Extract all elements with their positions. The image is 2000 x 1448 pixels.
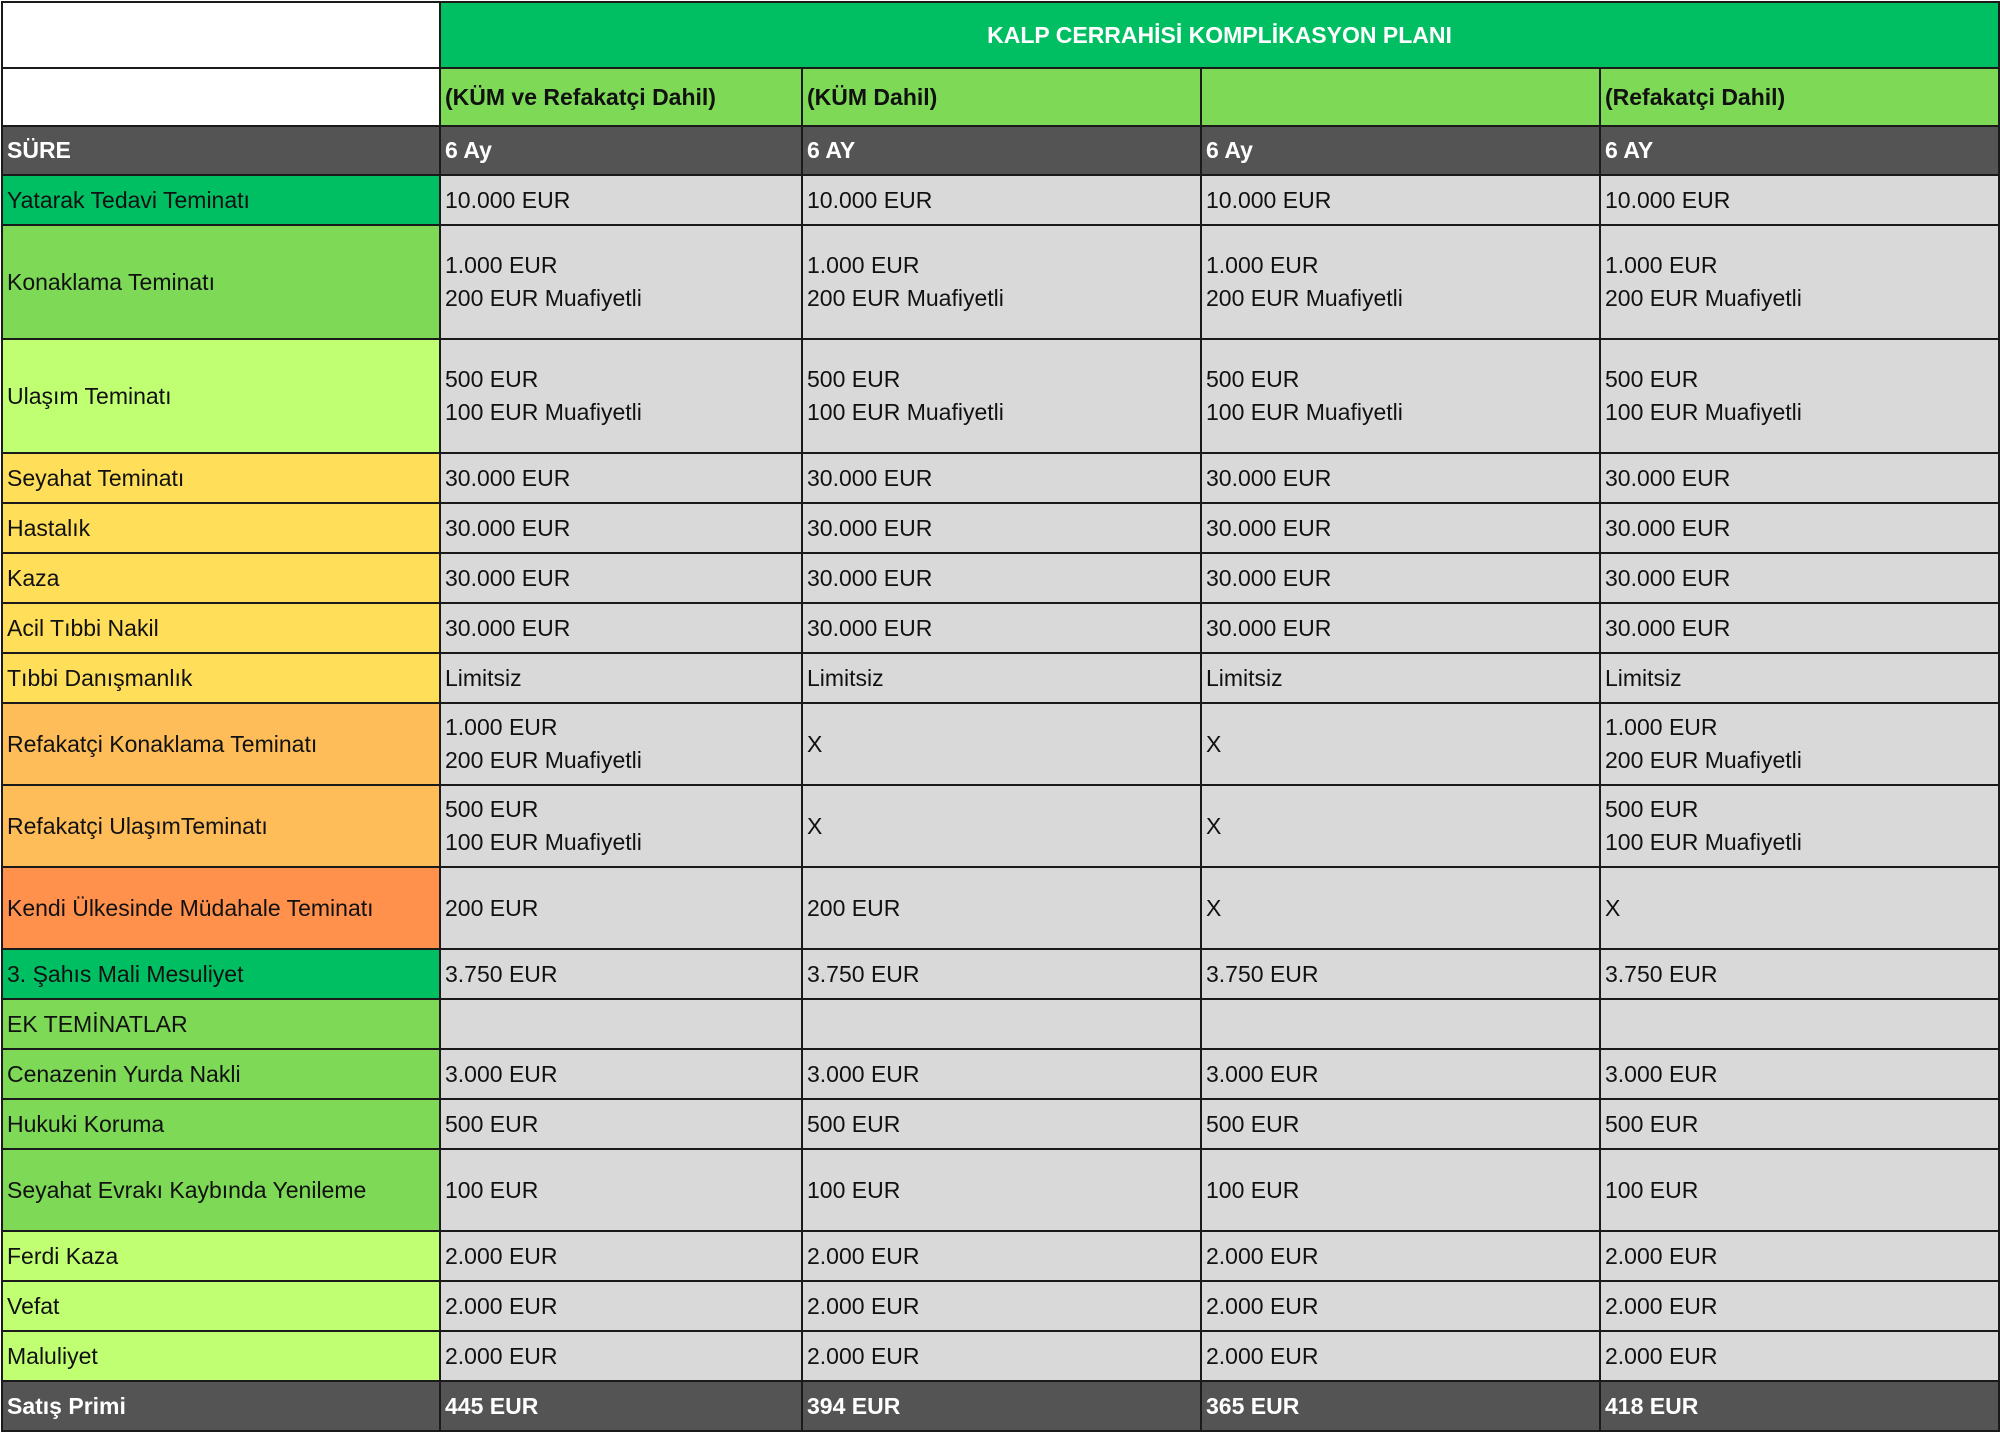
coverage-value-cell [1600, 175, 1999, 225]
coverage-value: 500 EUR [1206, 366, 1300, 392]
coverage-row [2, 503, 1999, 553]
coverage-value: 2.000 EUR [445, 1292, 558, 1319]
coverage-value-cell [1201, 1149, 1600, 1231]
coverage-value-cell [440, 553, 802, 603]
coverage-value-cell [802, 1281, 1201, 1331]
coverage-value: X [807, 730, 823, 757]
sub-header-cell: (KÜM ve Refakatçi Dahil) [440, 68, 802, 126]
coverage-label: Ulaşım Teminatı [2, 339, 440, 453]
coverage-label: Refakatçi Konaklama Teminatı [2, 703, 440, 785]
coverage-value: 30.000 EUR [807, 564, 933, 591]
coverage-value: 30.000 EUR [445, 564, 571, 591]
coverage-row [2, 949, 1999, 999]
coverage-value: 100 EUR Muafiyetli [1206, 399, 1403, 425]
coverage-row [2, 703, 1999, 785]
sub-header-cell [1201, 68, 1600, 126]
coverage-value-cell [440, 1281, 802, 1331]
coverage-row [2, 1231, 1999, 1281]
coverage-value-cell [440, 949, 802, 999]
coverage-value-cell [440, 1331, 802, 1381]
coverage-value-cell [802, 785, 1201, 867]
coverage-value: 500 EUR [445, 1110, 539, 1137]
duration-row [2, 126, 1999, 175]
coverage-value: 3.750 EUR [445, 960, 558, 987]
coverage-value: 500 EUR [807, 1110, 901, 1137]
coverage-value: 500 EUR [1605, 796, 1699, 822]
coverage-label: Refakatçi UlaşımTeminatı [2, 785, 440, 867]
coverage-value: 100 EUR [1605, 1176, 1699, 1203]
coverage-value-cell [440, 175, 802, 225]
coverage-value-cell [802, 703, 1201, 785]
title-row [2, 2, 1999, 68]
coverage-label: Ferdi Kaza [2, 1231, 440, 1281]
coverage-row [2, 867, 1999, 949]
coverage-label: Hastalık [2, 503, 440, 553]
coverage-value-cell [440, 1099, 802, 1149]
coverage-value: 30.000 EUR [807, 514, 933, 541]
coverage-value: 100 EUR Muafiyetli [1605, 829, 1802, 855]
coverage-row [2, 553, 1999, 603]
premium-value: 418 EUR [1600, 1381, 1999, 1431]
coverage-label: Seyahat Evrakı Kaybında Yenileme [2, 1149, 440, 1231]
coverage-value: X [1206, 812, 1222, 839]
coverage-row [2, 1331, 1999, 1381]
coverage-value-cell [1201, 703, 1600, 785]
coverage-value: 2.000 EUR [807, 1292, 920, 1319]
coverage-value-cell [1600, 1281, 1999, 1331]
coverage-value: 500 EUR [445, 796, 539, 822]
coverage-value: 30.000 EUR [1206, 514, 1332, 541]
coverage-value: 10.000 EUR [445, 186, 571, 213]
coverage-value-cell [1600, 1331, 1999, 1381]
coverage-value-cell [802, 175, 1201, 225]
premium-value: 394 EUR [802, 1381, 1201, 1431]
coverage-value: 10.000 EUR [1605, 186, 1731, 213]
coverage-value-cell [1600, 225, 1999, 339]
coverage-label: Kendi Ülkesinde Müdahale Teminatı [2, 867, 440, 949]
sub-header-row [2, 68, 1999, 126]
coverage-value-cell [802, 1049, 1201, 1099]
coverage-value-cell [802, 225, 1201, 339]
coverage-value: 2.000 EUR [1206, 1292, 1319, 1319]
duration-value: 6 AY [802, 126, 1201, 175]
coverage-value: 500 EUR [1206, 1110, 1300, 1137]
coverage-label: 3. Şahıs Mali Mesuliyet [2, 949, 440, 999]
sub-header-cell: (Refakatçi Dahil) [1600, 68, 1999, 126]
coverage-value: 2.000 EUR [1605, 1342, 1718, 1369]
coverage-value-cell [1600, 785, 1999, 867]
coverage-value: 2.000 EUR [807, 1342, 920, 1369]
coverage-label: Kaza [2, 553, 440, 603]
coverage-value: 500 EUR [1605, 1110, 1699, 1137]
coverage-value: 200 EUR Muafiyetli [807, 285, 1004, 311]
coverage-value: 200 EUR [807, 894, 901, 921]
coverage-value: 30.000 EUR [807, 614, 933, 641]
coverage-value: 100 EUR [445, 1176, 539, 1203]
coverage-value: 100 EUR Muafiyetli [445, 399, 642, 425]
coverage-value-cell [1600, 653, 1999, 703]
coverage-value-cell [1600, 703, 1999, 785]
coverage-value: 3.000 EUR [1605, 1060, 1718, 1087]
corner-cell [2, 2, 440, 68]
coverage-value: 10.000 EUR [807, 186, 933, 213]
coverage-value: 1.000 EUR [1605, 252, 1718, 278]
coverage-value-cell [802, 553, 1201, 603]
premium-row [2, 1381, 1999, 1431]
coverage-value-cell [802, 999, 1201, 1049]
coverage-value: 2.000 EUR [1605, 1292, 1718, 1319]
coverage-value-cell [1600, 453, 1999, 503]
coverage-value: X [1206, 894, 1222, 921]
coverage-value: 100 EUR Muafiyetli [1605, 399, 1802, 425]
coverage-row [2, 999, 1999, 1049]
coverage-value: 200 EUR Muafiyetli [1206, 285, 1403, 311]
coverage-value: 100 EUR [807, 1176, 901, 1203]
coverage-value-cell [802, 653, 1201, 703]
coverage-label: Yatarak Tedavi Teminatı [2, 175, 440, 225]
plan-title: KALP CERRAHİSİ KOMPLİKASYON PLANI [440, 2, 1999, 68]
coverage-value: 500 EUR [445, 366, 539, 392]
coverage-value-cell [1600, 339, 1999, 453]
coverage-value: X [807, 812, 823, 839]
coverage-value: 3.750 EUR [807, 960, 920, 987]
coverage-value-cell [1600, 999, 1999, 1049]
coverage-value-cell [1201, 1231, 1600, 1281]
coverage-value-cell [802, 867, 1201, 949]
coverage-value-cell [1600, 949, 1999, 999]
coverage-label: Acil Tıbbi Nakil [2, 603, 440, 653]
coverage-row [2, 1099, 1999, 1149]
coverage-value: 30.000 EUR [1605, 564, 1731, 591]
coverage-value-cell [1201, 867, 1600, 949]
coverage-value-cell [440, 1149, 802, 1231]
coverage-value: 200 EUR [445, 894, 539, 921]
coverage-value: 3.000 EUR [807, 1060, 920, 1087]
coverage-value-cell [440, 703, 802, 785]
duration-value: 6 Ay [440, 126, 802, 175]
coverage-value-cell [1201, 999, 1600, 1049]
coverage-row [2, 175, 1999, 225]
coverage-table [1, 1, 2000, 1432]
coverage-value: 200 EUR Muafiyetli [1605, 747, 1802, 773]
coverage-value-cell [1201, 1049, 1600, 1099]
duration-value: 6 Ay [1201, 126, 1600, 175]
coverage-value: 1.000 EUR [1605, 714, 1718, 740]
coverage-value: 200 EUR Muafiyetli [445, 747, 642, 773]
coverage-row [2, 1149, 1999, 1231]
coverage-value: 1.000 EUR [807, 252, 920, 278]
coverage-value-cell [802, 1149, 1201, 1231]
coverage-value-cell [1201, 175, 1600, 225]
coverage-value: 30.000 EUR [1605, 464, 1731, 491]
coverage-value-cell [1201, 1331, 1600, 1381]
coverage-value-cell [1201, 949, 1600, 999]
coverage-value-cell [1600, 867, 1999, 949]
coverage-value-cell [1201, 503, 1600, 553]
coverage-value-cell [1600, 503, 1999, 553]
coverage-label: Cenazenin Yurda Nakli [2, 1049, 440, 1099]
coverage-value-cell [440, 653, 802, 703]
duration-label: SÜRE [2, 126, 440, 175]
coverage-value-cell [1201, 1281, 1600, 1331]
coverage-value-cell [440, 785, 802, 867]
coverage-value: 30.000 EUR [1605, 514, 1731, 541]
coverage-value-cell [802, 1099, 1201, 1149]
coverage-row [2, 1281, 1999, 1331]
coverage-value: 30.000 EUR [807, 464, 933, 491]
coverage-value: 2.000 EUR [1605, 1242, 1718, 1269]
coverage-label: EK TEMİNATLAR [2, 999, 440, 1049]
coverage-value-cell [440, 225, 802, 339]
coverage-value: 100 EUR Muafiyetli [445, 829, 642, 855]
coverage-row [2, 785, 1999, 867]
sub-header-corner-cell [2, 68, 440, 126]
coverage-row [2, 1049, 1999, 1099]
coverage-value-cell [1600, 1149, 1999, 1231]
coverage-value-cell [802, 603, 1201, 653]
coverage-value-cell [440, 867, 802, 949]
coverage-value: 3.000 EUR [1206, 1060, 1319, 1087]
coverage-value: X [1605, 894, 1621, 921]
coverage-value-cell [802, 453, 1201, 503]
coverage-value-cell [1201, 653, 1600, 703]
coverage-row [2, 339, 1999, 453]
coverage-label: Hukuki Koruma [2, 1099, 440, 1149]
coverage-value: 1.000 EUR [445, 252, 558, 278]
coverage-value: X [1206, 730, 1222, 757]
coverage-value-cell [1201, 1099, 1600, 1149]
coverage-value: 1.000 EUR [1206, 252, 1319, 278]
coverage-value-cell [1600, 1099, 1999, 1149]
coverage-value: 30.000 EUR [445, 464, 571, 491]
coverage-row [2, 453, 1999, 503]
coverage-value: Limitsiz [1605, 664, 1682, 691]
coverage-value: 30.000 EUR [445, 614, 571, 641]
premium-label: Satış Primi [2, 1381, 440, 1431]
coverage-label: Vefat [2, 1281, 440, 1331]
coverage-value: 500 EUR [807, 366, 901, 392]
coverage-value-cell [1201, 453, 1600, 503]
premium-value: 365 EUR [1201, 1381, 1600, 1431]
coverage-value-cell [1201, 553, 1600, 603]
coverage-value: 1.000 EUR [445, 714, 558, 740]
coverage-value: Limitsiz [1206, 664, 1283, 691]
coverage-value-cell [1600, 1049, 1999, 1099]
coverage-row [2, 603, 1999, 653]
coverage-row [2, 653, 1999, 703]
coverage-value: 2.000 EUR [445, 1342, 558, 1369]
coverage-value: 30.000 EUR [1206, 614, 1332, 641]
coverage-value: 3.000 EUR [445, 1060, 558, 1087]
sub-header-cell: (KÜM Dahil) [802, 68, 1201, 126]
coverage-value-cell [440, 1049, 802, 1099]
coverage-value-cell [1201, 785, 1600, 867]
coverage-value: 100 EUR Muafiyetli [807, 399, 1004, 425]
coverage-value: 2.000 EUR [1206, 1342, 1319, 1369]
coverage-value-cell [802, 339, 1201, 453]
coverage-value: 30.000 EUR [1206, 464, 1332, 491]
coverage-value-cell [802, 503, 1201, 553]
coverage-value-cell [440, 453, 802, 503]
coverage-value-cell [1600, 1231, 1999, 1281]
premium-value: 445 EUR [440, 1381, 802, 1431]
coverage-value-cell [440, 339, 802, 453]
coverage-value: 30.000 EUR [445, 514, 571, 541]
coverage-value: 30.000 EUR [1206, 564, 1332, 591]
coverage-value-cell [802, 1331, 1201, 1381]
coverage-label: Maluliyet [2, 1331, 440, 1381]
coverage-value-cell [1600, 603, 1999, 653]
coverage-label: Seyahat Teminatı [2, 453, 440, 503]
coverage-value-cell [802, 949, 1201, 999]
coverage-value: 2.000 EUR [445, 1242, 558, 1269]
coverage-value-cell [1201, 339, 1600, 453]
coverage-value: 200 EUR Muafiyetli [1605, 285, 1802, 311]
coverage-value-cell [440, 999, 802, 1049]
coverage-value-cell [1600, 553, 1999, 603]
coverage-value: Limitsiz [445, 664, 522, 691]
coverage-label: Konaklama Teminatı [2, 225, 440, 339]
coverage-value-cell [440, 503, 802, 553]
coverage-value-cell [1201, 603, 1600, 653]
duration-value: 6 AY [1600, 126, 1999, 175]
coverage-value: 30.000 EUR [1605, 614, 1731, 641]
coverage-value-cell [802, 1231, 1201, 1281]
coverage-value: 3.750 EUR [1605, 960, 1718, 987]
coverage-value: 3.750 EUR [1206, 960, 1319, 987]
coverage-value: 10.000 EUR [1206, 186, 1332, 213]
coverage-value-cell [1201, 225, 1600, 339]
coverage-value-cell [440, 1231, 802, 1281]
coverage-value: 500 EUR [1605, 366, 1699, 392]
coverage-value: 2.000 EUR [1206, 1242, 1319, 1269]
coverage-value: 100 EUR [1206, 1176, 1300, 1203]
coverage-value-cell [440, 603, 802, 653]
coverage-value: Limitsiz [807, 664, 884, 691]
coverage-label: Tıbbi Danışmanlık [2, 653, 440, 703]
coverage-value: 200 EUR Muafiyetli [445, 285, 642, 311]
coverage-value: 2.000 EUR [807, 1242, 920, 1269]
coverage-row [2, 225, 1999, 339]
